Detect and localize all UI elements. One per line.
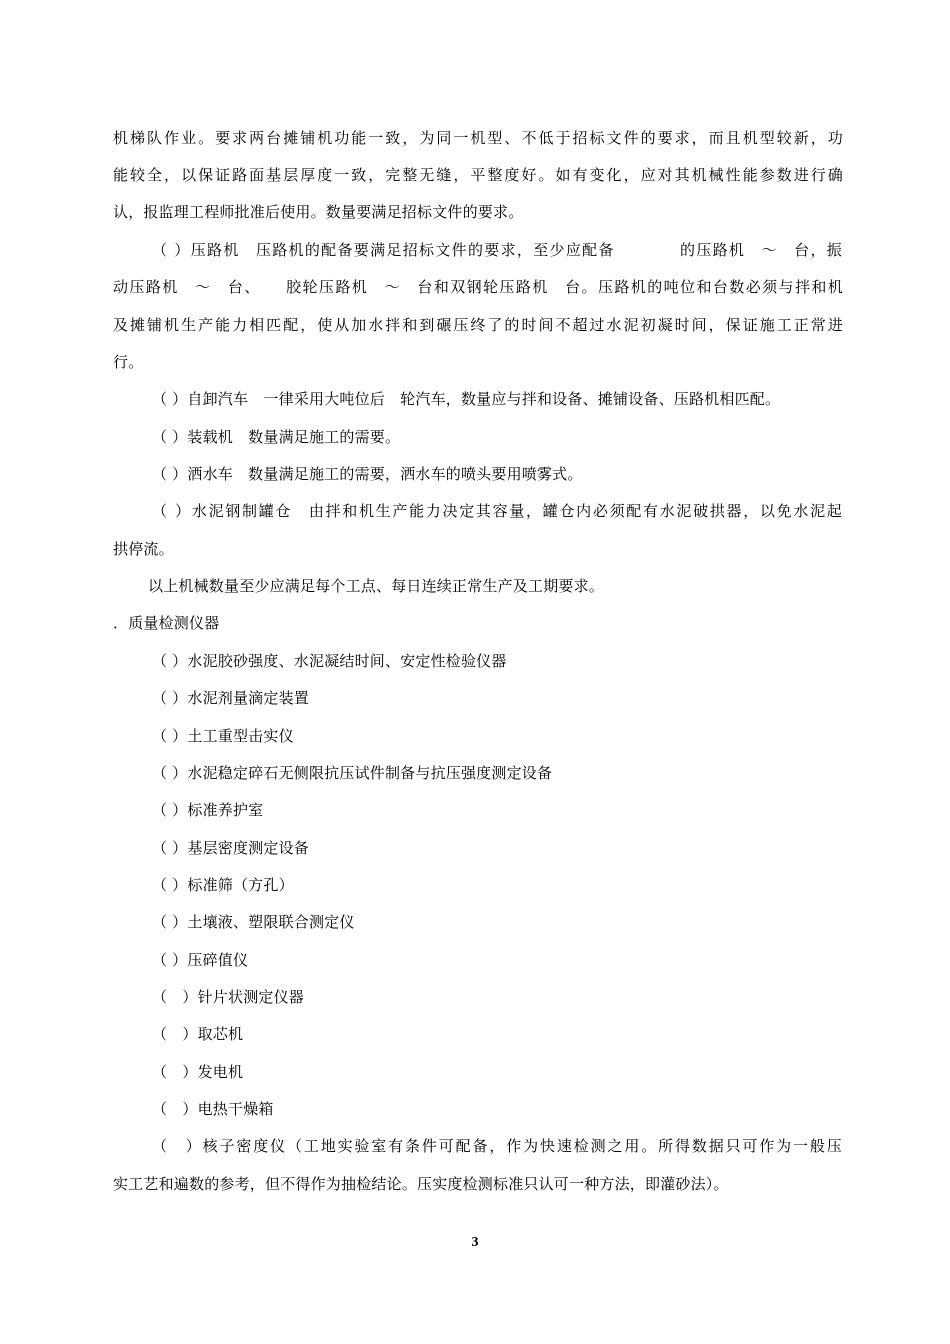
- roller-paragraph-line-2: 动压路机 ～ 台、 胶轮压路机 ～ 台和双钢轮压路机 台。压路机的吨位和台数必须与拌和机: [113, 278, 843, 296]
- paver-paragraph-line-3: 认，报监理工程师批准后使用。数量要满足招标文件的要求。: [113, 203, 524, 221]
- instrument-item: （ ）发电机: [152, 1063, 244, 1081]
- nuclear-gauge-line-1: （ ）核子密度仪（工地实验室有条件可配备，作为快速检测之用。所得数据只可作为一般压: [152, 1137, 842, 1155]
- instrument-item: （ ）电热干燥箱: [152, 1100, 274, 1118]
- section-heading-quality-instruments: ．质量检测仪器: [113, 614, 220, 632]
- roller-paragraph-line-1: （ ）压路机 压路机的配备要满足招标文件的要求，至少应配备 的压路机 ～ 台，振: [152, 241, 842, 259]
- instrument-item: （ ）水泥剂量滴定装置: [152, 689, 309, 707]
- instrument-item: （ ）土工重型击实仪: [152, 727, 294, 745]
- instrument-item: （ ）土壤液、塑限联合测定仪: [152, 913, 355, 931]
- cement-silo-line-2: 拱停流。: [113, 540, 174, 558]
- instrument-item: （ ）水泥稳定碎石无侧限抗压试件制备与抗压强度测定设备: [152, 764, 553, 782]
- paver-paragraph-line-1: 机梯队作业。要求两台摊铺机功能一致，为同一机型、不低于招标文件的要求，而且机型较新，功: [113, 129, 843, 147]
- instrument-item: （ ）取芯机: [152, 1025, 244, 1043]
- nuclear-gauge-line-2: 实工艺和遍数的参考，但不得作为抽检结论。压实度检测标准只认可一种方法，即灌砂法）。: [113, 1175, 729, 1193]
- instrument-item: （ ）标准筛（方孔）: [152, 876, 294, 894]
- sprinkler-item: （ ）洒水车 数量满足施工的需要，洒水车的喷头要用喷雾式。: [152, 465, 583, 483]
- machinery-summary: 以上机械数量至少应满足每个工点、每日连续正常生产及工期要求。: [148, 577, 605, 595]
- instrument-item: （ ）针片状测定仪器: [152, 988, 305, 1006]
- instrument-item: （ ）标准养护室: [152, 801, 264, 819]
- loader-item: （ ）装载机 数量满足施工的需要。: [152, 428, 401, 446]
- roller-paragraph-line-3: 及摊铺机生产能力相匹配，使从加水拌和到碾压终了的时间不超过水泥初凝时间，保证施工正常进: [113, 316, 843, 334]
- paver-paragraph-line-2: 能较全，以保证路面基层厚度一致，完整无缝，平整度好。如有变化，应对其机械性能参数进行确: [113, 166, 843, 184]
- instrument-item: （ ）水泥胶砂强度、水泥凝结时间、安定性检验仪器: [152, 652, 507, 670]
- dump-truck-item: （ ）自卸汽车 一律采用大吨位后 轮汽车，数量应与拌和设备、摊铺设备、压路机相匹配。: [152, 390, 781, 408]
- cement-silo-line-1: （ ）水泥钢制罐仓 由拌和机生产能力决定其容量，罐仓内必须配有水泥破拱器，以免水泥起: [152, 502, 842, 520]
- page-number: 3: [471, 1235, 479, 1250]
- roller-paragraph-line-4: 行。: [113, 353, 144, 371]
- instrument-item: （ ）基层密度测定设备: [152, 839, 309, 857]
- instrument-item: （ ）压碎值仪: [152, 951, 249, 969]
